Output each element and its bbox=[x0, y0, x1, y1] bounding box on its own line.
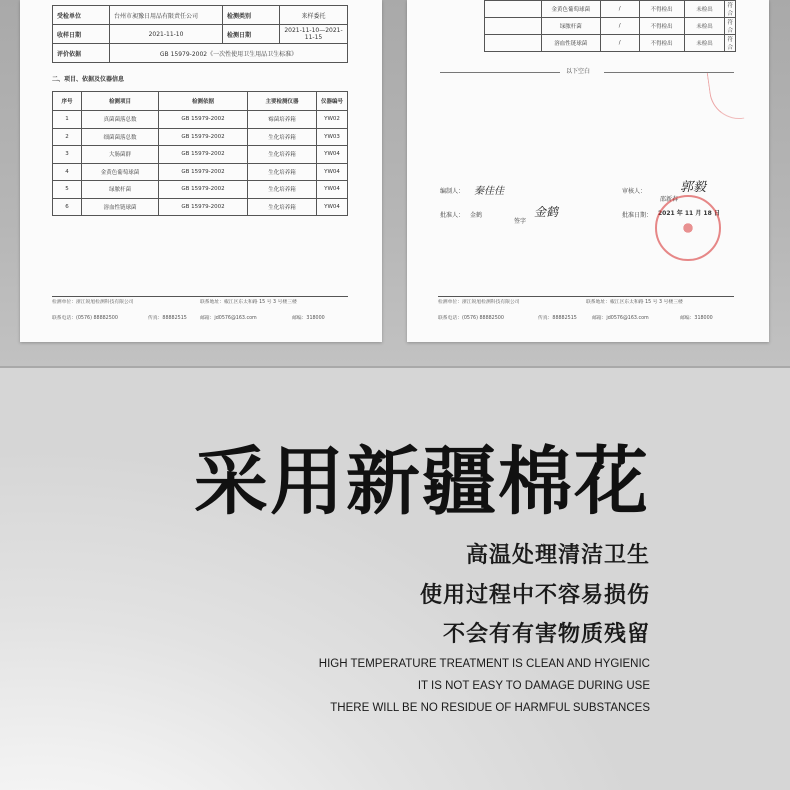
cell: 生化培养箱 bbox=[248, 163, 317, 181]
cell: 金黄色葡萄球菌 bbox=[541, 1, 600, 18]
cell: 生化培养箱 bbox=[248, 198, 317, 216]
cell: 细菌菌落总数 bbox=[82, 128, 159, 146]
cell: 未检出 bbox=[684, 35, 725, 52]
reviewer-signature: 郭毅 bbox=[680, 180, 707, 195]
cell: 绿脓杆菌 bbox=[541, 18, 600, 35]
table-row bbox=[485, 18, 736, 35]
footer-rule bbox=[438, 296, 734, 297]
value-cell: 2021-11-10 bbox=[110, 25, 223, 44]
cell: GB 15979-2002 bbox=[159, 128, 248, 146]
label-cell: 收样日期 bbox=[53, 25, 110, 44]
footer-phone: 联系电话：(0576) 88882500 bbox=[438, 316, 504, 321]
value-cell: 台州市昶豫日用品有限责任公司 bbox=[110, 6, 223, 25]
approver-label: 批准人： bbox=[440, 212, 465, 219]
cell: 霉菌培养箱 bbox=[248, 111, 317, 129]
footer-fax: 传真：88882515 bbox=[148, 316, 187, 321]
promo-cn-line-3: 不会有有害物质残留 bbox=[442, 622, 650, 647]
approver-signature: 金鹤 bbox=[534, 205, 559, 219]
cell: 不得检出 bbox=[639, 35, 684, 52]
cell: 金黄色葡萄球菌 bbox=[82, 163, 159, 181]
test-items-table bbox=[52, 91, 348, 216]
cell: 未检出 bbox=[684, 18, 725, 35]
cell: 2 bbox=[53, 128, 82, 146]
cell: 生化培养箱 bbox=[248, 181, 317, 199]
footer-address: 联系地址：椒江区东太和路 15 号 3 号楼三楼 bbox=[586, 300, 683, 305]
table-row bbox=[53, 146, 348, 164]
footer-address: 联系地址：椒江区东太和路 15 号 3 号楼三楼 bbox=[200, 300, 297, 305]
official-seal-stamp bbox=[655, 195, 721, 261]
table-header-row bbox=[53, 92, 348, 111]
label-cell: 评价依据 bbox=[53, 44, 110, 63]
column-header: 检测项目 bbox=[82, 92, 159, 111]
table-row bbox=[53, 128, 348, 146]
section-title: 二、项目、依据及仪器信息 bbox=[52, 76, 125, 83]
compiler-label: 编制人： bbox=[440, 188, 465, 195]
cell: 生化培养箱 bbox=[248, 128, 317, 146]
column-header: 检测依据 bbox=[159, 92, 248, 111]
cell: 符合 bbox=[725, 18, 736, 35]
cell: YW04 bbox=[317, 163, 348, 181]
approval-date: 2021 年 11 月 18 日 bbox=[658, 210, 720, 217]
promo-cn-line-2: 使用过程中不容易损伤 bbox=[419, 583, 650, 608]
cell: 绿脓杆菌 bbox=[82, 181, 159, 199]
footer-unit: 检测单位：浙江锐旭检测科技有限公司 bbox=[438, 300, 520, 305]
table-row bbox=[485, 1, 736, 18]
approver-sign-label: 签字 bbox=[514, 218, 527, 225]
compiler-signature: 秦佳佳 bbox=[474, 186, 504, 197]
cell: GB 15979-2002 bbox=[159, 146, 248, 164]
cell bbox=[485, 35, 542, 52]
cell: GB 15979-2002 bbox=[159, 163, 248, 181]
approver-name: 金鹤 bbox=[470, 212, 483, 219]
cell: GB 15979-2002 bbox=[159, 111, 248, 129]
cell: 溶血性链球菌 bbox=[82, 198, 159, 216]
cell: YW04 bbox=[317, 198, 348, 216]
label-cell: 检测日期 bbox=[223, 25, 280, 44]
promo-en-line-1: HIGH TEMPERATURE TREATMENT IS CLEAN AND HYGIENIC bbox=[318, 658, 650, 670]
blank-marker: 以下空白 bbox=[566, 68, 591, 75]
cell: 1 bbox=[53, 111, 82, 129]
cell: 符合 bbox=[725, 1, 736, 18]
bottom-background bbox=[0, 368, 790, 790]
promo-en-line-3: THERE WILL BE NO RESIDUE OF HARMFUL SUBSTANCES bbox=[330, 702, 650, 714]
footer-postcode: 邮编：318000 bbox=[680, 316, 713, 321]
footer-email: 邮箱：jd0576@163.com bbox=[200, 316, 257, 321]
footer-rule bbox=[52, 296, 348, 297]
cell bbox=[485, 1, 542, 18]
cell: 符合 bbox=[725, 35, 736, 52]
table-row bbox=[53, 6, 348, 25]
table-row bbox=[53, 181, 348, 199]
value-cell: 2021-11-10—2021-11-15 bbox=[280, 25, 348, 44]
column-header: 主要检测仪器 bbox=[248, 92, 317, 111]
footer-phone: 联系电话：(0576) 88882500 bbox=[52, 316, 118, 321]
cell: 不得检出 bbox=[639, 18, 684, 35]
cell: 溶血性链球菌 bbox=[541, 35, 600, 52]
value-cell: GB 15979-2002《一次性使用卫生用品卫生标准》 bbox=[110, 44, 348, 63]
cell: YW04 bbox=[317, 146, 348, 164]
promo-en-line-2: IT IS NOT EASY TO DAMAGE DURING USE bbox=[417, 680, 650, 692]
cell: / bbox=[600, 1, 639, 18]
cell: 真菌菌落总数 bbox=[82, 111, 159, 129]
blank-rule-left bbox=[440, 72, 560, 73]
value-cell: 来样委托 bbox=[280, 6, 348, 25]
column-header: 序号 bbox=[53, 92, 82, 111]
table-row bbox=[53, 111, 348, 129]
footer-email: 邮箱：jd0576@163.com bbox=[592, 316, 649, 321]
cell: 5 bbox=[53, 181, 82, 199]
cell: GB 15979-2002 bbox=[159, 181, 248, 199]
cell bbox=[485, 18, 542, 35]
table-row bbox=[53, 44, 348, 63]
cell: 不得检出 bbox=[639, 1, 684, 18]
table-row bbox=[53, 198, 348, 216]
cell: 4 bbox=[53, 163, 82, 181]
promo-cn-line-1: 高温处理清洁卫生 bbox=[465, 543, 650, 568]
reviewer-label: 审核人： bbox=[622, 188, 647, 195]
label-cell: 受检单位 bbox=[53, 6, 110, 25]
cell: 未检出 bbox=[684, 1, 725, 18]
cell: 大肠菌群 bbox=[82, 146, 159, 164]
reviewer-printed-name: 邵新春 bbox=[660, 196, 679, 203]
approval-date-label: 批准日期： bbox=[622, 212, 653, 219]
table-row bbox=[53, 163, 348, 181]
cell: YW04 bbox=[317, 181, 348, 199]
footer-fax: 传真：88882515 bbox=[538, 316, 577, 321]
cell: 6 bbox=[53, 198, 82, 216]
cell: / bbox=[600, 18, 639, 35]
cell: / bbox=[600, 35, 639, 52]
cell: YW02 bbox=[317, 111, 348, 129]
cell: GB 15979-2002 bbox=[159, 198, 248, 216]
cell: YW03 bbox=[317, 128, 348, 146]
column-header: 仪器编号 bbox=[317, 92, 348, 111]
footer-postcode: 邮编：318000 bbox=[292, 316, 325, 321]
blank-rule-right bbox=[604, 72, 734, 73]
label-cell: 检测类别 bbox=[223, 6, 280, 25]
table-row bbox=[485, 35, 736, 52]
promo-headline: 采用新疆棉花 bbox=[194, 439, 650, 525]
test-results-table bbox=[484, 0, 736, 52]
footer-unit: 检测单位：浙江锐旭检测科技有限公司 bbox=[52, 300, 134, 305]
cell: 3 bbox=[53, 146, 82, 164]
cell: 生化培养箱 bbox=[248, 146, 317, 164]
report-info-table bbox=[52, 5, 348, 63]
table-row bbox=[53, 25, 348, 44]
